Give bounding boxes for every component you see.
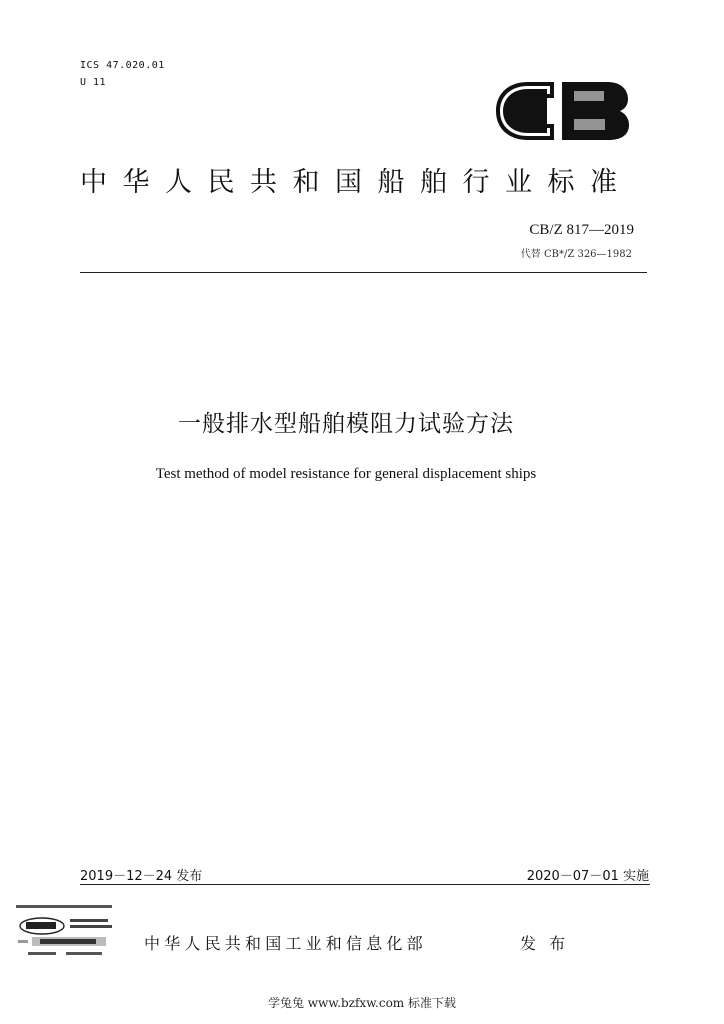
publisher-stamp — [14, 902, 126, 962]
replaces-note: 代替 CB*/Z 326—1982 — [520, 249, 632, 260]
implement-date: 2020－07－01 实施 — [526, 869, 649, 884]
ccs-code: U 11 — [80, 77, 107, 88]
footer-watermark: 学兔兔 www.bzfxw.com 标准下载 — [267, 996, 457, 1010]
standard-type-heading: 中华人民共和国船舶行业标准 — [80, 167, 633, 198]
header-divider — [80, 272, 647, 273]
classification-block — [80, 57, 165, 91]
issuing-authority: 中华人民共和国工业和信息化部 — [144, 934, 427, 953]
publish-date: 2019－12－24 发布 — [80, 869, 203, 884]
footer-divider — [80, 884, 650, 885]
document-title-cn: 一般排水型船舶模阻力试验方法 — [178, 411, 514, 437]
issue-label: 发 布 — [520, 934, 570, 953]
ics-code: ICS 47.020.01 — [80, 60, 165, 71]
standard-code: CB/Z 817—2019 — [529, 222, 634, 238]
document-title-en: Test method of model resistance for general displacement ships — [155, 466, 537, 482]
cb-logo — [490, 74, 632, 148]
